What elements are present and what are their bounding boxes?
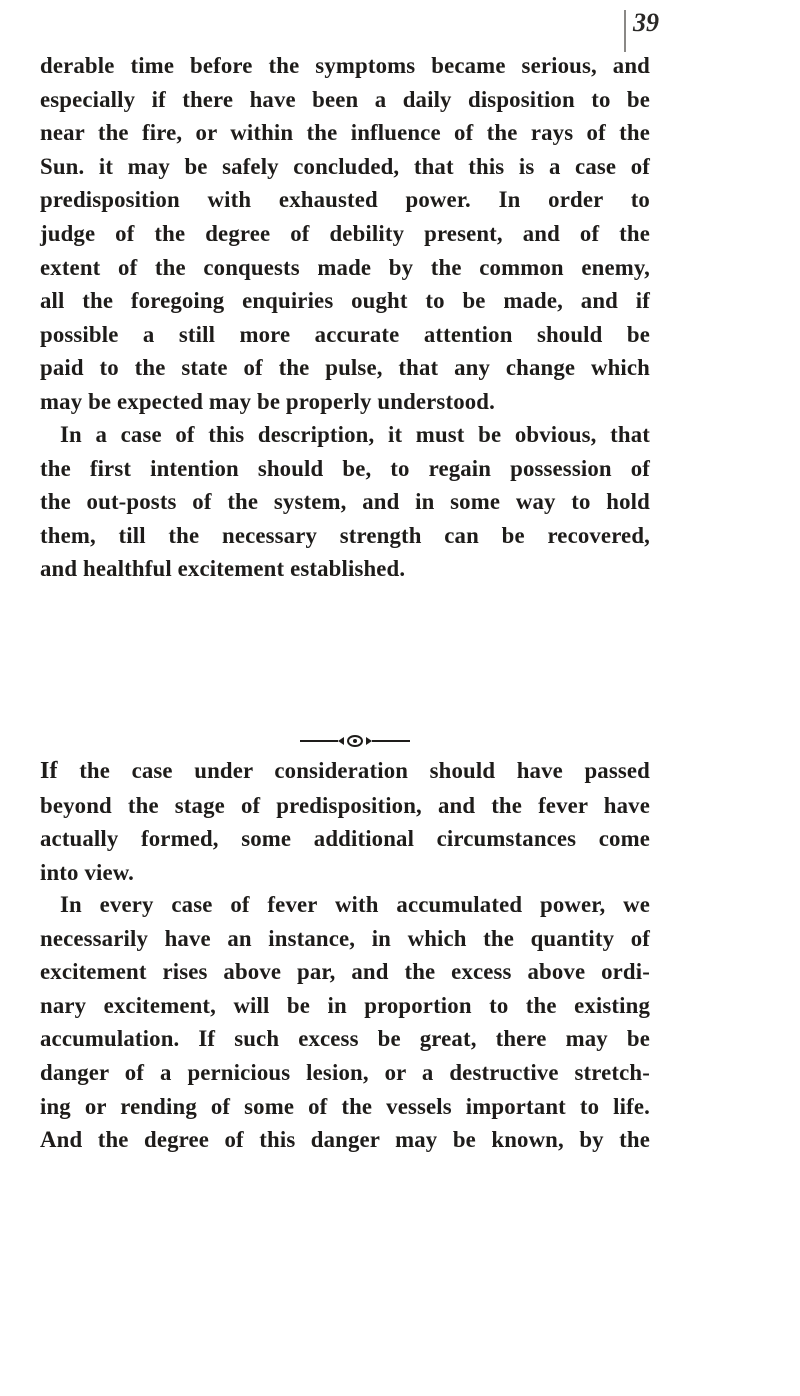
gutter-mark bbox=[624, 10, 626, 52]
text-line: near the fire, or within the influence of the rays of the bbox=[40, 120, 650, 146]
text-line: ing or rending of some of the vessels important to life. bbox=[40, 1093, 650, 1119]
page-number: 39 bbox=[633, 8, 659, 37]
text-line: In every case of fever with accumulated power, we bbox=[60, 892, 650, 917]
text-line bbox=[40, 754, 650, 789]
text-line: accumulation. If such excess be great, there may be bbox=[40, 1026, 650, 1052]
text-line: and healthful excitement established. bbox=[40, 556, 406, 582]
text-line: necessarily have an instance, in which the quantity of bbox=[40, 925, 650, 951]
text-line: danger of a pernicious lesion, or a destructive stretch- bbox=[40, 1059, 650, 1085]
text-line: may be expected may be properly understood. bbox=[40, 388, 495, 414]
text-line: judge of the degree of debility present, and of the bbox=[40, 220, 650, 246]
text-line: all the foregoing enquiries ought to be made, and if bbox=[40, 288, 650, 314]
text-line: extent of the conquests made by the common enemy, bbox=[40, 254, 650, 280]
text-line: And the degree of this danger may be known, by the bbox=[40, 1127, 650, 1153]
lead-word: If bbox=[40, 758, 58, 784]
text-line: In a case of this description, it must be obvious, that bbox=[60, 422, 650, 447]
text-line: actually formed, some additional circumstances come bbox=[40, 826, 650, 852]
text-line: paid to the state of the pulse, that any change which bbox=[40, 355, 650, 381]
text-line: the out-posts of the system, and in some way to hold bbox=[40, 489, 650, 515]
text-line: possible a still more accurate attention should be bbox=[40, 321, 650, 347]
ornament-divider-icon bbox=[300, 734, 410, 748]
text-line: them, till the necessary strength can be recovered, bbox=[40, 522, 650, 548]
paragraph-3 bbox=[40, 754, 650, 889]
text-line: predisposition with exhausted power. In order to bbox=[40, 187, 650, 213]
text-line: especially if there have been a daily disposition to be bbox=[40, 86, 650, 112]
paragraph-4 bbox=[40, 888, 650, 1157]
paragraph-2 bbox=[40, 418, 650, 586]
text-line: derable time before the symptoms became serious, and bbox=[40, 53, 650, 78]
text-line: beyond the stage of predisposition, and the fever have bbox=[40, 792, 650, 818]
text-line: into view. bbox=[40, 859, 134, 885]
text-line-rest: the case under consideration should have passed bbox=[57, 758, 650, 783]
text-line: nary excitement, will be in proportion to the existing bbox=[40, 992, 650, 1018]
paragraph-1 bbox=[40, 49, 650, 419]
text-line: excitement rises above par, and the excess above ordi- bbox=[40, 959, 650, 985]
text-line: the first intention should be, to regain possession of bbox=[40, 455, 650, 481]
text-line: Sun. it may be safely concluded, that this is a case of bbox=[40, 153, 650, 179]
